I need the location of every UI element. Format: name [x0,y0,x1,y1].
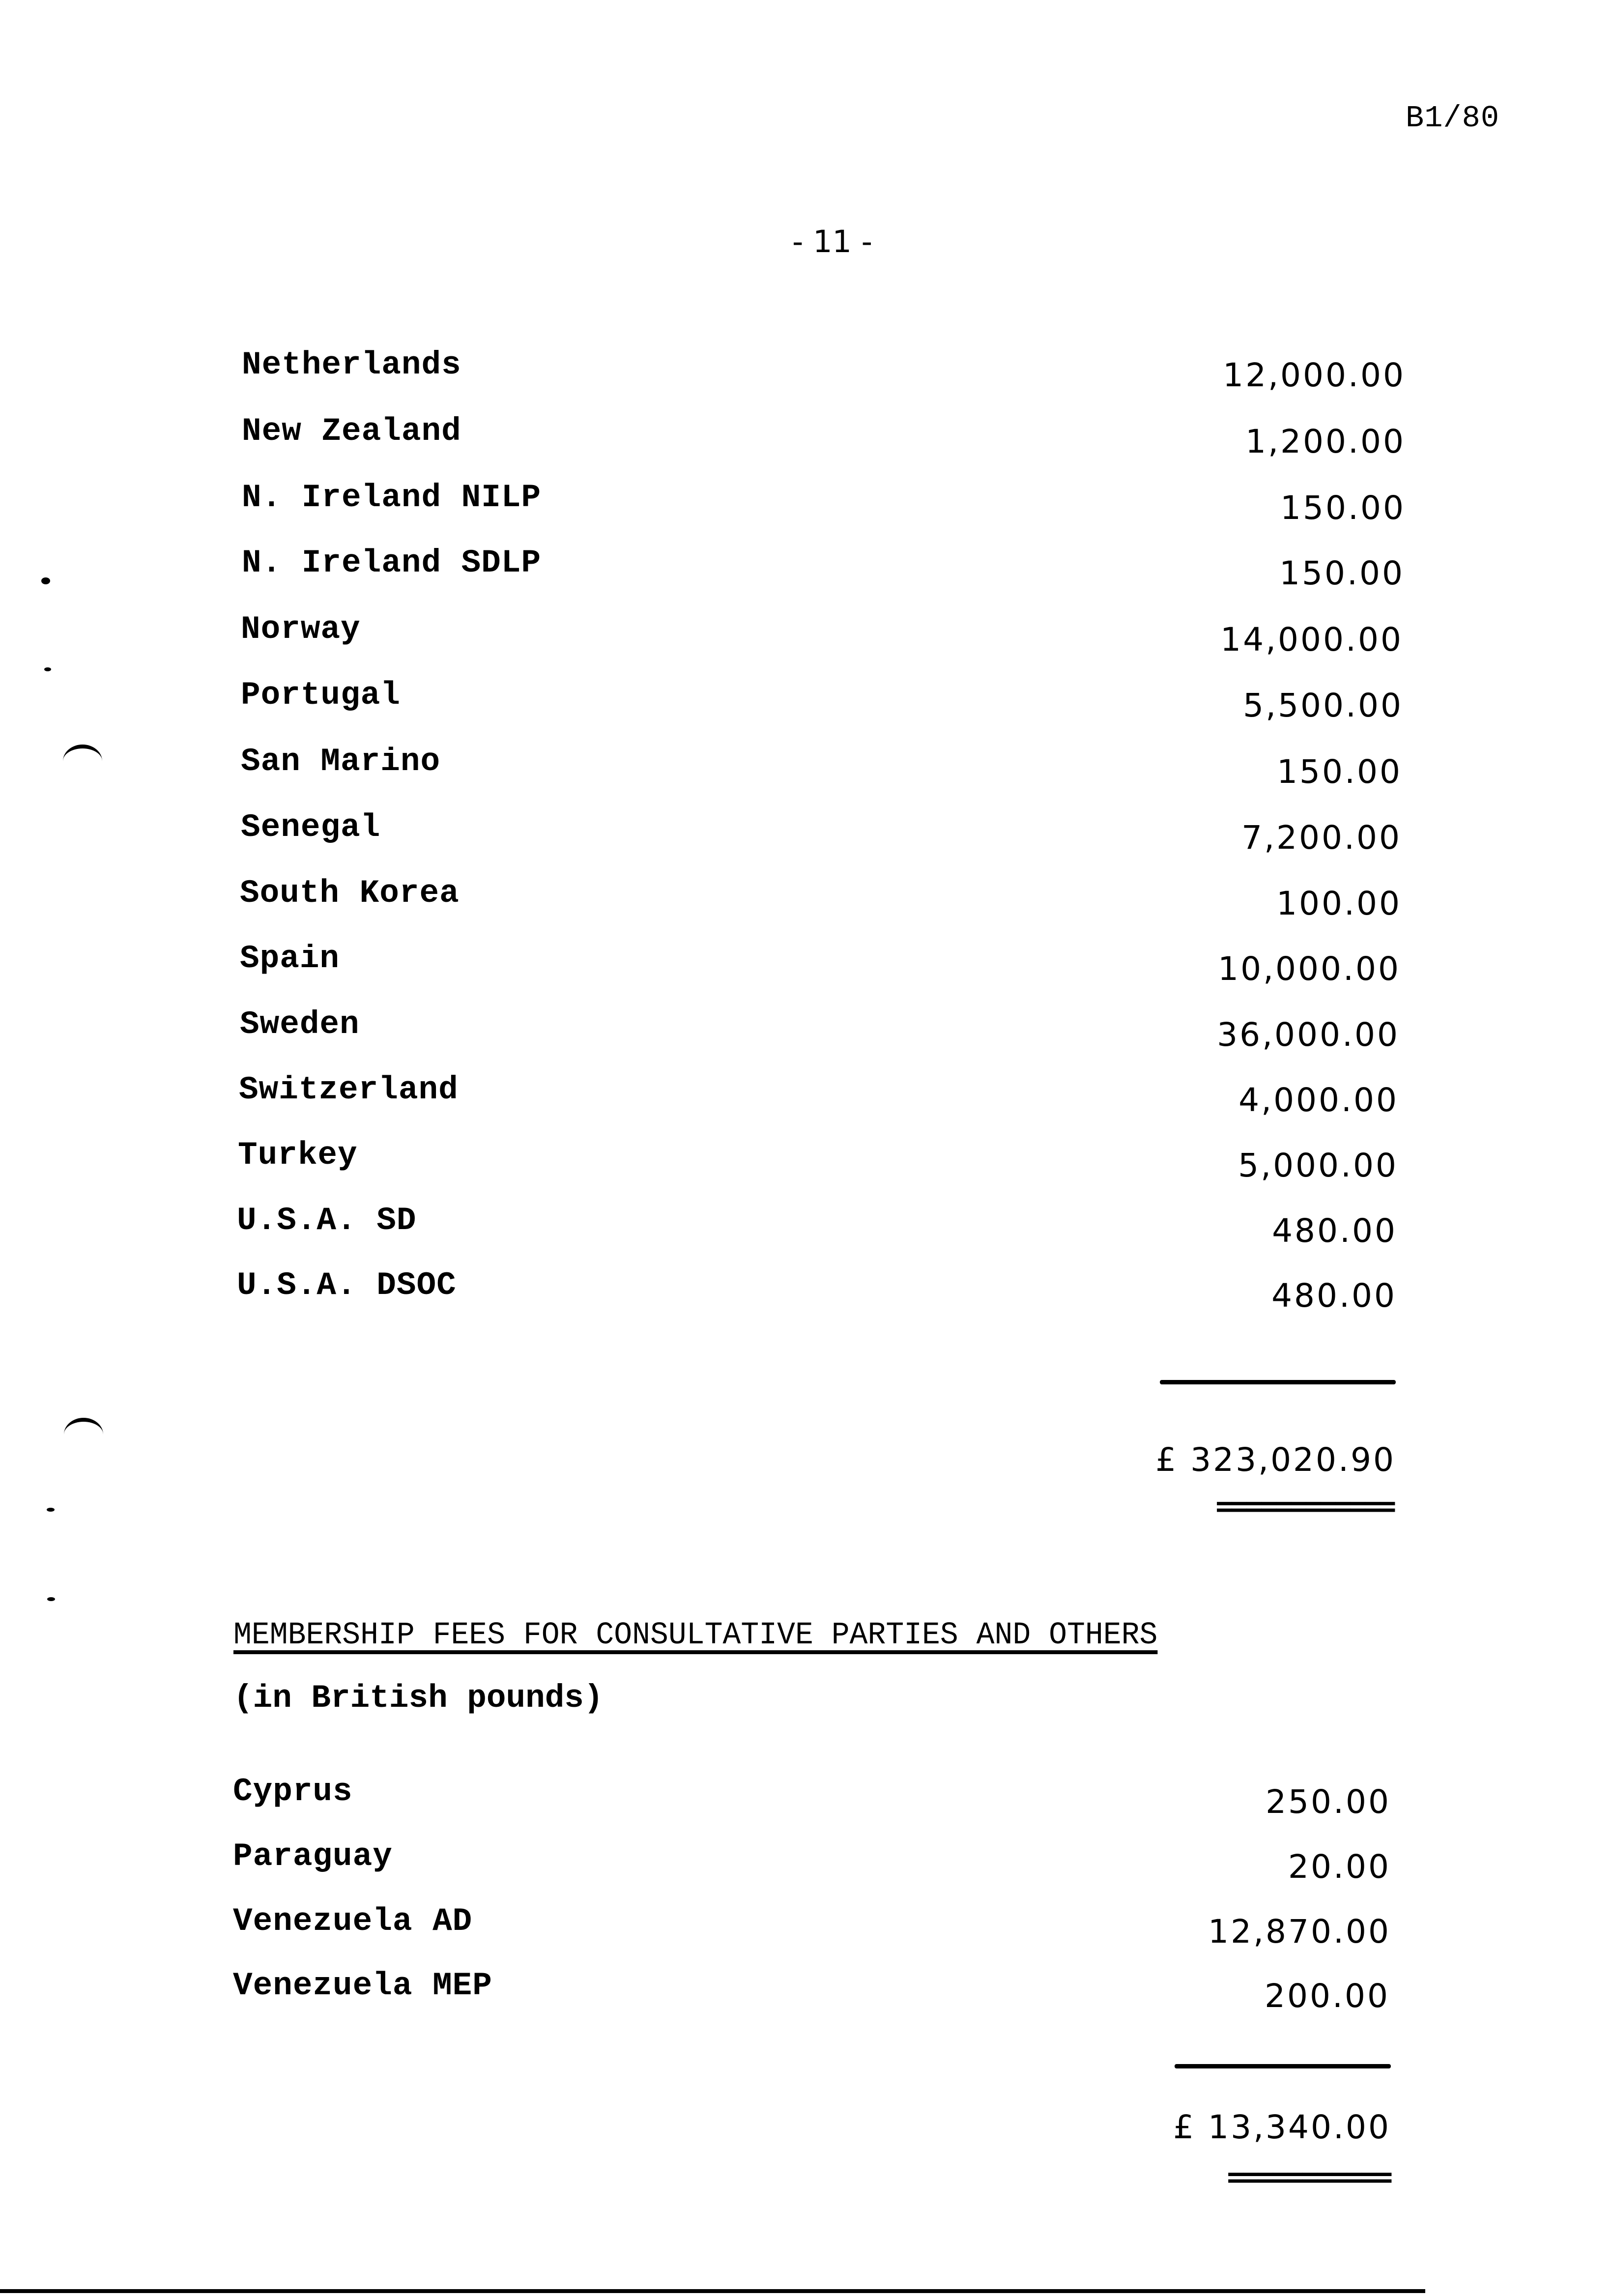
scan-speck [44,667,51,671]
row-name: South Korea [240,875,460,912]
row-name: U.S.A. DSOC [237,1267,457,1304]
row-name: Sweden [240,1006,360,1043]
table-row [0,1006,1612,1054]
row-name: Norway [241,611,361,648]
total-double-underline: =========== [1227,2160,1390,2194]
row-name: San Marino [241,743,441,780]
row-amount: 12,000.00 [1223,356,1406,394]
row-name: Netherlands [242,346,461,383]
row-amount: 150.00 [1279,554,1405,592]
table-row [0,611,1612,659]
scan-speck [41,577,50,584]
row-name: N. Ireland NILP [242,479,542,516]
row-name: Spain [240,940,340,977]
row-amount: 1,200.00 [1245,423,1406,460]
row-amount: 20.00 [1288,1848,1391,1886]
row-amount: 150.00 [1280,489,1406,527]
total-double-underline: ============ [1215,1489,1393,1523]
row-name: Switzerland [239,1071,459,1108]
subtotal-rule [1160,1380,1396,1384]
row-name: N. Ireland SDLP [242,545,542,581]
row-name: Cyprus [233,1773,353,1810]
row-name: Venezuela AD [233,1903,473,1940]
table-row [0,940,1612,988]
table-row [0,809,1612,857]
table-row [0,1967,1612,2015]
row-name: Paraguay [233,1838,393,1875]
row-amount: 250.00 [1266,1783,1391,1821]
document-reference: B1/80 [1406,101,1500,136]
row-amount: 480.00 [1272,1212,1397,1250]
subtotal-rule [1175,2064,1391,2068]
row-name: Portugal [241,677,401,714]
table-row [0,1773,1612,1821]
row-amount: 36,000.00 [1217,1016,1400,1054]
row-name: Senegal [241,809,381,846]
table-row [0,1071,1612,1119]
scan-speck [47,1508,55,1512]
punch-hole-mark [63,745,102,778]
row-amount: 5,500.00 [1243,687,1403,724]
table-row [0,875,1612,922]
punch-hole-mark [64,1418,103,1451]
table-row [0,1202,1612,1250]
row-name: U.S.A. SD [237,1202,417,1239]
table-row [0,677,1612,724]
row-amount: 4,000.00 [1238,1081,1399,1119]
table-row [0,1838,1612,1886]
section-1-total: £ 323,020.90 [1155,1441,1396,1479]
table-row [0,413,1612,460]
section-heading: MEMBERSHIP FEES FOR CONSULTATIVE PARTIES AND OTHERS [233,1618,1158,1653]
row-amount: 100.00 [1276,885,1402,922]
table-row [0,1267,1612,1315]
row-name: Turkey [238,1137,358,1174]
row-name: New Zealand [242,413,461,450]
row-amount: 200.00 [1265,1977,1390,2015]
page-bottom-edge [0,2289,1425,2293]
row-amount: 480.00 [1271,1277,1397,1315]
page-number: - 11 - [792,224,873,259]
table-row [0,346,1612,394]
section-subheading: (in British pounds) [233,1680,604,1717]
row-name: Venezuela MEP [233,1967,492,2004]
table-row [0,545,1612,592]
section-2-total: £ 13,340.00 [1173,2108,1391,2146]
table-row [0,1903,1612,1951]
row-amount: 150.00 [1277,753,1402,791]
row-amount: 12,870.00 [1208,1913,1391,1951]
table-row [0,1137,1612,1184]
row-amount: 7,200.00 [1241,819,1402,857]
table-row [0,479,1612,527]
row-amount: 5,000.00 [1238,1147,1398,1184]
table-row [0,743,1612,791]
row-amount: 10,000.00 [1218,950,1401,988]
scan-speck [47,1597,55,1601]
row-amount: 14,000.00 [1220,621,1403,659]
